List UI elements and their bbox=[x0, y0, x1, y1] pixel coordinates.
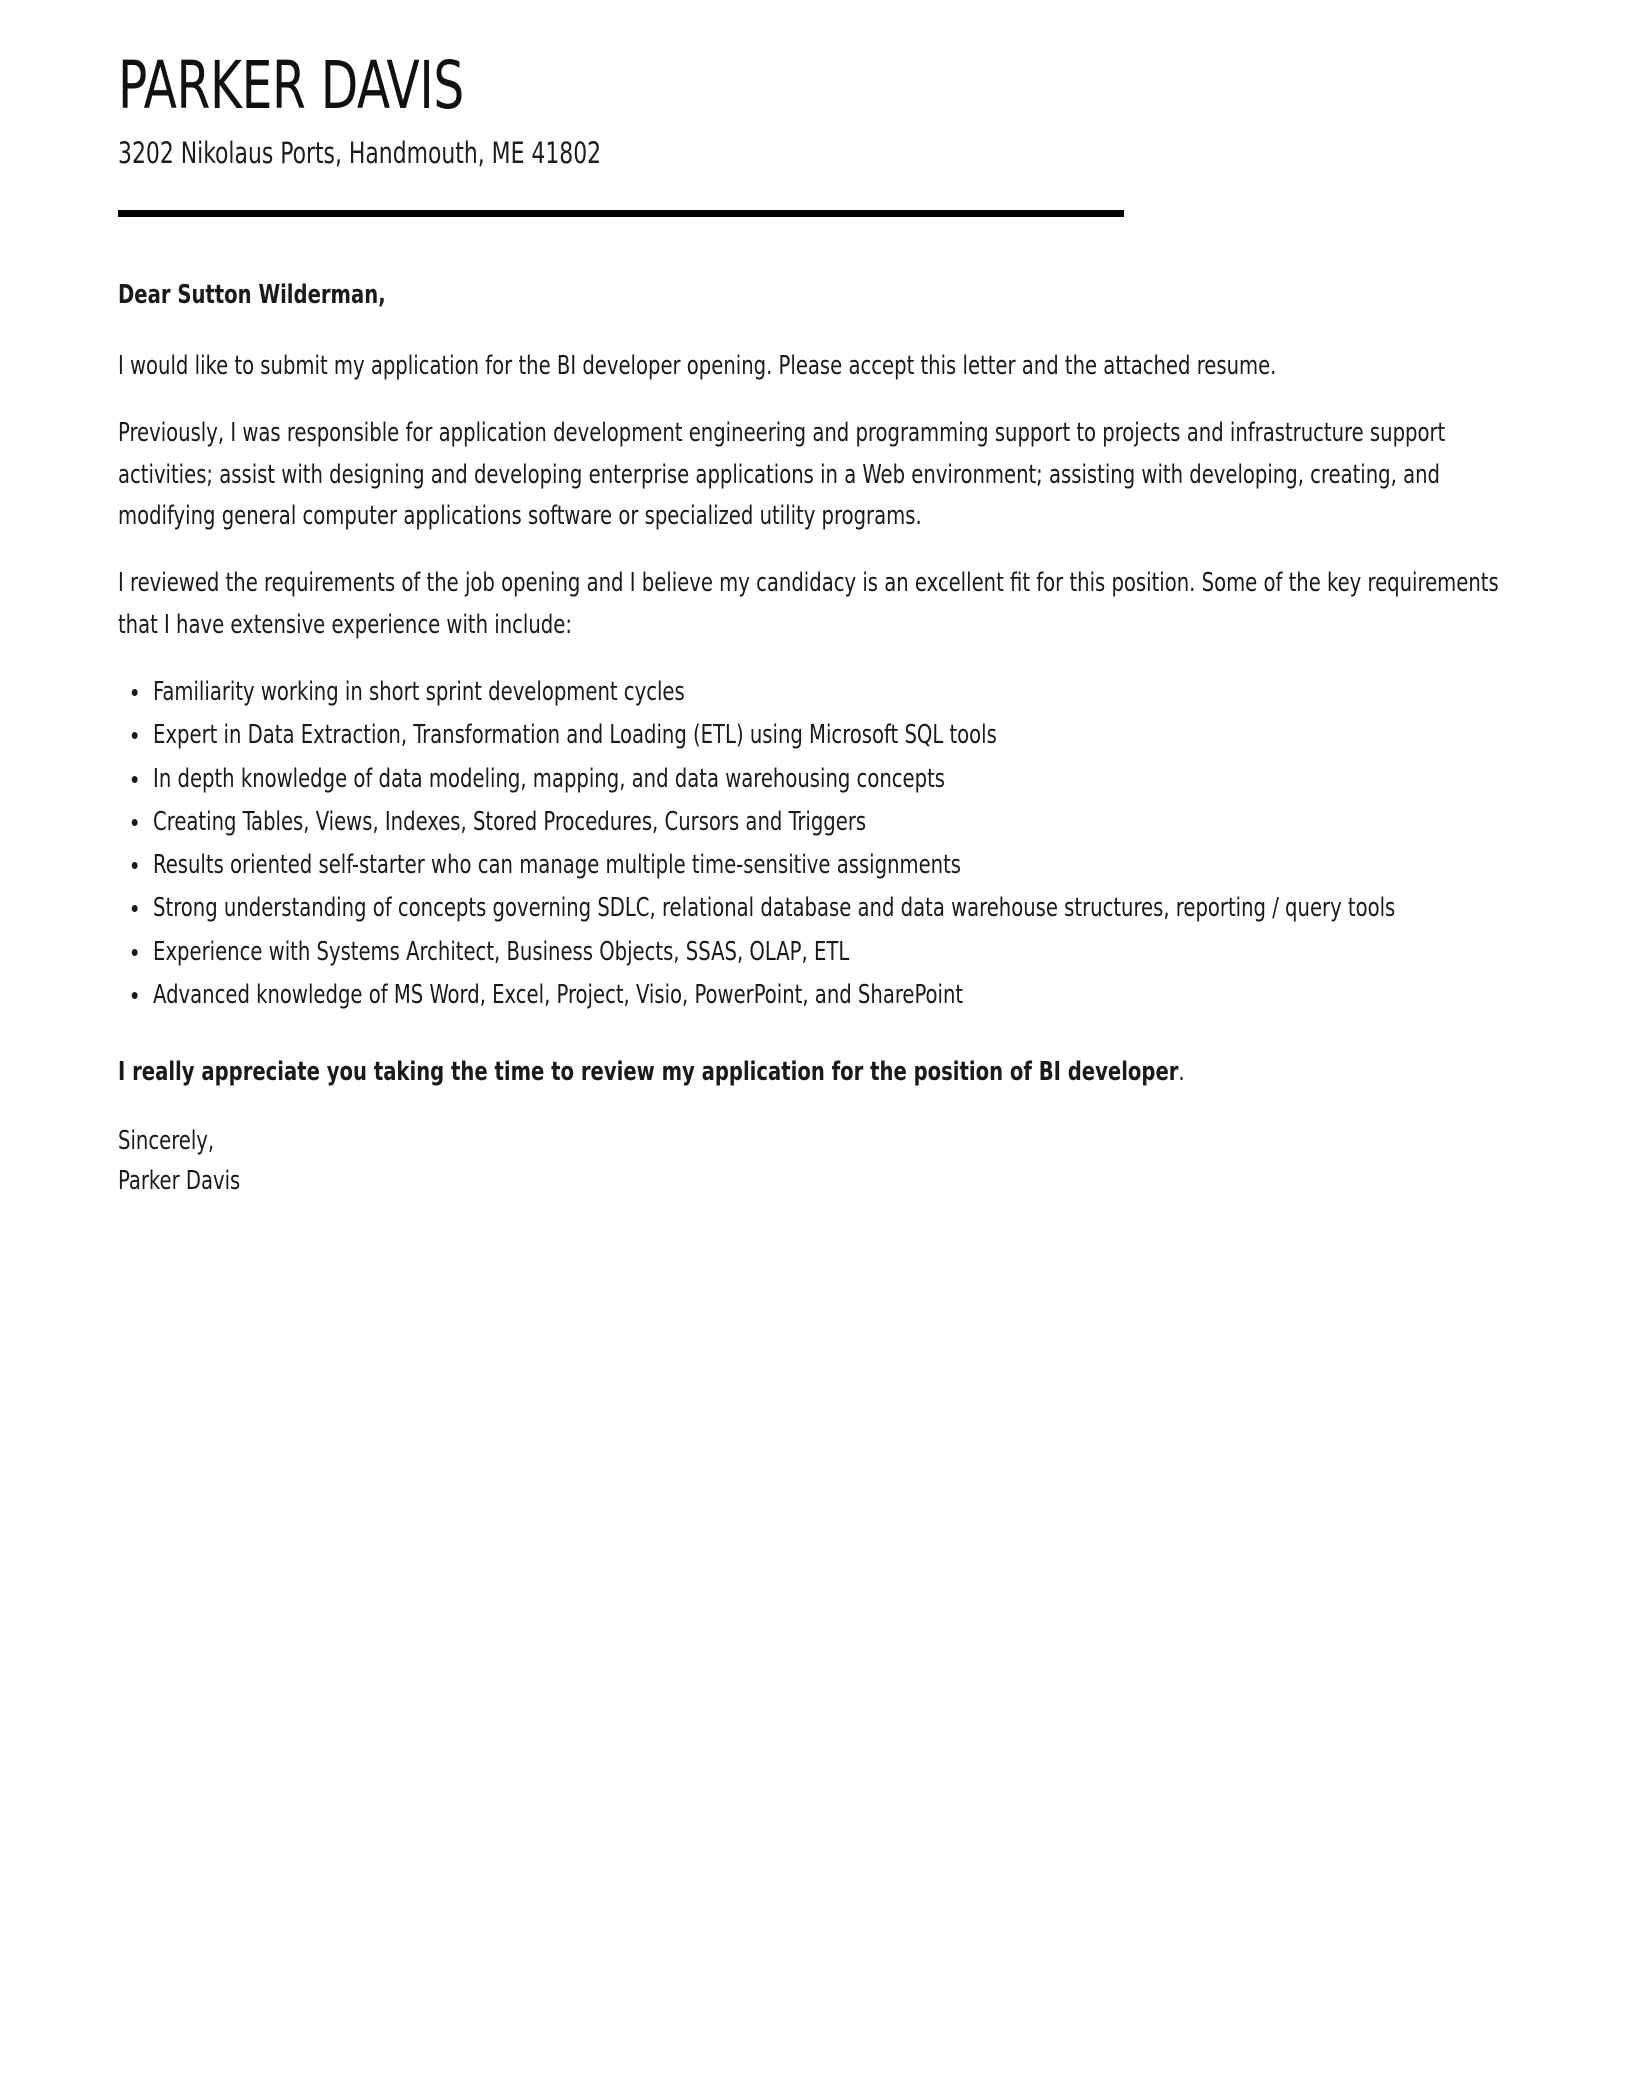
list-item-text: Experience with Systems Architect, Business Objects, SSAS, OLAP, ETL bbox=[153, 936, 850, 967]
header-divider-rule bbox=[118, 210, 1124, 217]
list-item bbox=[118, 932, 1518, 973]
closing-statement-period: . bbox=[1178, 1057, 1185, 1088]
list-item bbox=[118, 975, 1518, 1016]
list-item-text: In depth knowledge of data modeling, mapping, and data warehousing concepts bbox=[153, 763, 945, 794]
list-item-text: Familiarity working in short sprint development cycles bbox=[153, 676, 685, 707]
list-item bbox=[118, 715, 1518, 756]
applicant-address: 3202 Nikolaus Ports, Handmouth, ME 41802 bbox=[118, 135, 602, 170]
sign-off-text: Sincerely, bbox=[118, 1125, 215, 1156]
qualifications-list-block bbox=[118, 672, 1518, 1016]
list-item bbox=[118, 759, 1518, 800]
list-item bbox=[118, 888, 1518, 929]
signature-name: Parker Davis bbox=[118, 1165, 241, 1196]
list-item-text: Strong understanding of concepts governing SDLC, relational database and data warehouse structures, reporting / query tools bbox=[153, 893, 1396, 924]
qualifications-list bbox=[118, 672, 1518, 1016]
applicant-name: PARKER DAVIS bbox=[118, 47, 465, 124]
letter-header bbox=[118, 0, 1518, 217]
requirements-intro-paragraph: I reviewed the requirements of the job opening and I believe my candidacy is an excellent fit for this position. Some of the key requirements that I have extensive experience with include: bbox=[118, 568, 1499, 640]
signature-block bbox=[118, 1121, 1518, 1202]
list-item-text: Creating Tables, Views, Indexes, Stored Procedures, Cursors and Triggers bbox=[153, 806, 867, 837]
list-item-text: Advanced knowledge of MS Word, Excel, Project, Visio, PowerPoint, and SharePoint bbox=[153, 980, 964, 1011]
experience-paragraph: Previously, I was responsible for application development engineering and programming support to projects and infrastructure support activities; assist with designing and developing enterprise applications in a Web environment; assisting with developing, creating, and modifying general computer applications software or specialized utility programs. bbox=[118, 418, 1446, 532]
letter-body bbox=[118, 275, 1518, 1201]
list-item bbox=[118, 672, 1518, 713]
list-item bbox=[118, 802, 1518, 843]
list-item-text: Results oriented self-starter who can manage multiple time-sensitive assignments bbox=[153, 850, 962, 881]
closing-statement bbox=[118, 1052, 1518, 1093]
closing-statement-text: I really appreciate you taking the time to review my application for the position of BI developer bbox=[118, 1057, 1179, 1088]
list-item-text: Expert in Data Extraction, Transformation and Loading (ETL) using Microsoft SQL tools bbox=[153, 720, 997, 751]
intro-paragraph: I would like to submit my application for the BI developer opening. Please accept this letter and the attached resume. bbox=[118, 351, 1277, 382]
salutation: Dear Sutton Wilderman, bbox=[118, 279, 386, 310]
letter-sheet bbox=[118, 0, 1518, 1201]
list-item bbox=[118, 845, 1518, 886]
